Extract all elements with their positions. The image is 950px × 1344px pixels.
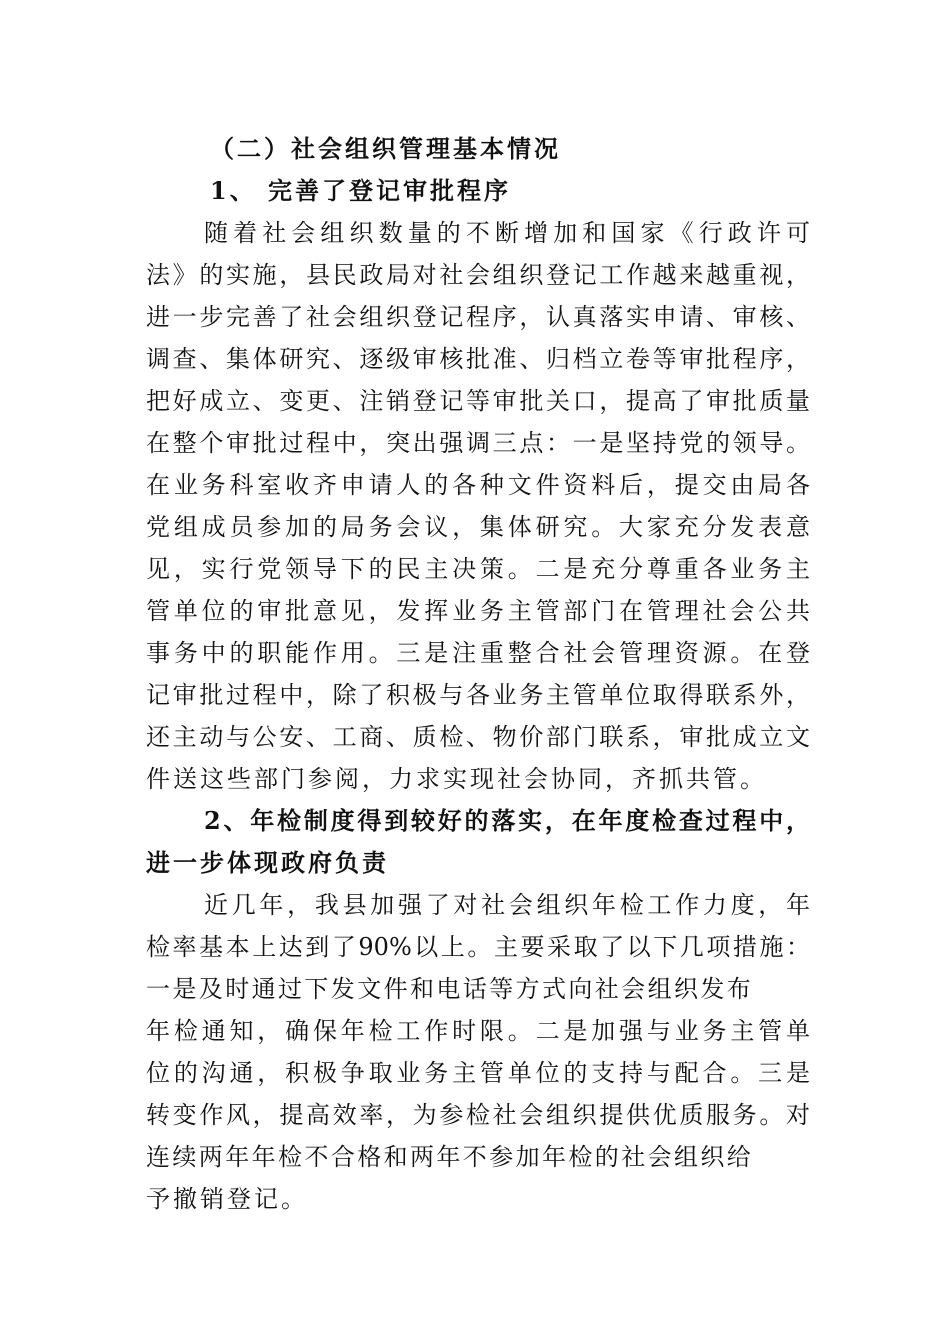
paragraph-line: 随着社会组织数量的不断增加和国家《行政许可 xyxy=(204,219,810,247)
paragraph-line: 件送这些部门参阅，力求实现社会协同，齐抓共管。 xyxy=(146,765,767,793)
paragraph-line: 在业务科室收齐申请人的各种文件资料后，提交由局各 xyxy=(146,471,810,499)
paragraph-registration xyxy=(146,212,810,800)
paragraph-line: 还主动与公安、工商、质检、物价部门联系，审批成立文 xyxy=(146,723,810,751)
paragraph-line: 记审批过程中，除了积极与各业务主管单位取得联系外， xyxy=(146,681,810,709)
paragraph-line: 连续两年年检不合格和两年不参加年检的社会组织给 xyxy=(146,1143,754,1171)
subheading-annual-inspection xyxy=(146,800,810,884)
subheading-line: 进一步体现政府负责 xyxy=(146,848,389,877)
paragraph-line: 党组成员参加的局务会议，集体研究。大家充分发表意 xyxy=(146,513,810,541)
paragraph-line: 检率基本上达到了90%以上。主要采取了以下几项措施： xyxy=(146,933,810,961)
paragraph-line: 一是及时通过下发文件和电话等方式向社会组织发布 xyxy=(146,975,754,1003)
paragraph-line: 在整个审批过程中，突出强调三点：一是坚持党的领导。 xyxy=(146,429,810,457)
subheading-line: 2、年检制度得到较好的落实，在年度检查过程中， xyxy=(204,806,810,835)
paragraph-line: 法》的实施，县民政局对社会组织登记工作越来越重视， xyxy=(146,261,810,289)
paragraph-line: 转变作风，提高效率，为参检社会组织提供优质服务。对 xyxy=(146,1101,810,1129)
paragraph-annual-inspection xyxy=(146,884,810,1220)
paragraph-line: 年检通知，确保年检工作时限。二是加强与业务主管单 xyxy=(146,1017,810,1045)
paragraph-line: 进一步完善了社会组织登记程序，认真落实申请、审核、 xyxy=(146,303,810,331)
subheading-registration: 1、 完善了登记审批程序 xyxy=(210,176,512,205)
paragraph-line: 调查、集体研究、逐级审核批准、归档立卷等审批程序， xyxy=(146,345,810,373)
paragraph-line: 见，实行党领导下的民主决策。二是充分尊重各业务主 xyxy=(146,555,810,583)
paragraph-line: 位的沟通，积极争取业务主管单位的支持与配合。三是 xyxy=(146,1059,810,1087)
paragraph-line: 事务中的职能作用。三是注重整合社会管理资源。在登 xyxy=(146,639,810,667)
paragraph-line: 把好成立、变更、注销登记等审批关口，提高了审批质量 xyxy=(146,387,810,415)
paragraph-line: 予撤销登记。 xyxy=(146,1185,308,1213)
paragraph-line: 管单位的审批意见，发挥业务主管部门在管理社会公共 xyxy=(146,597,810,625)
section-heading: （二）社会组织管理基本情况 xyxy=(210,134,561,163)
paragraph-line: 近几年，我县加强了对社会组织年检工作力度，年 xyxy=(204,891,810,919)
document-page xyxy=(146,128,810,1220)
